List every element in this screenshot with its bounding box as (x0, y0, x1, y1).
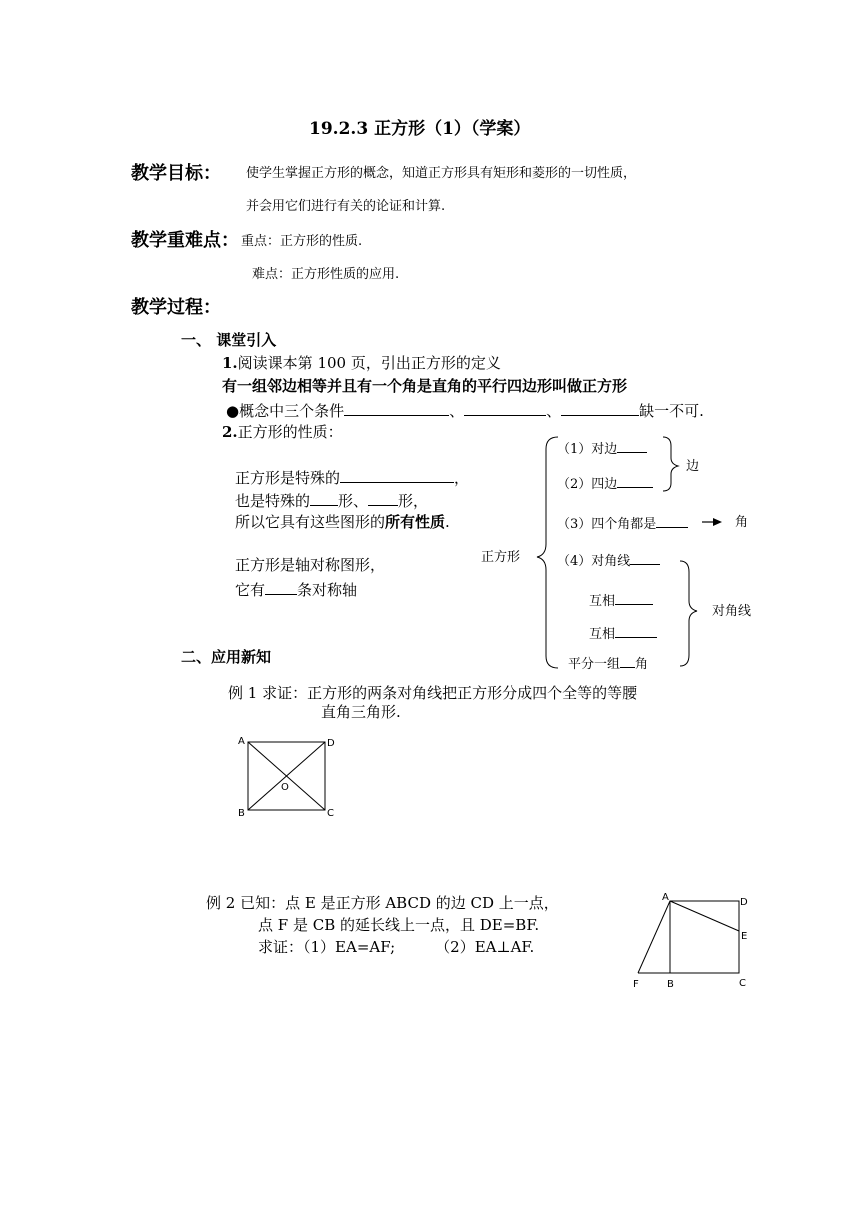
special-line-2-mid: 形、 (338, 492, 369, 510)
process-label: 教学过程： (131, 297, 221, 318)
property-6-blank (615, 626, 657, 638)
property-2-blank (617, 476, 653, 488)
special-line-3-text: 所以它具有这些图形的 (235, 513, 386, 531)
objectives-line2: 并会用它们进行有关的论证和计算. (246, 199, 446, 214)
prove-part-1: 求证：（1）EA=AF; (258, 938, 396, 956)
property-5-blank (615, 593, 653, 605)
conditions-sep-2: 、 (546, 402, 562, 420)
property-1 (557, 441, 647, 456)
special-blank-2 (310, 492, 338, 506)
fig2-label-b: B (667, 979, 674, 990)
objectives-label: 教学目标： (131, 163, 221, 184)
fig2-label-e: E (741, 931, 748, 942)
conditions-prefix: ●概念中三个条件 (226, 402, 345, 420)
big-left-brace (537, 437, 558, 668)
property-5 (589, 593, 653, 608)
special-line-2 (235, 492, 428, 509)
angle-arrow-head (713, 518, 722, 526)
square-abcd-2 (670, 901, 739, 973)
example1-figure (232, 734, 352, 834)
property-3 (557, 516, 688, 531)
fig1-label-b: B (238, 808, 245, 819)
special-line-1 (235, 469, 469, 486)
side-brace (663, 437, 678, 491)
condition-blank-2 (464, 402, 546, 416)
fig2-label-f: F (633, 979, 639, 990)
symmetry-line-1: 正方形是轴对称图形， (235, 556, 386, 574)
segment-ae (670, 901, 739, 931)
fig2-label-d: D (740, 897, 748, 908)
conditions-line (226, 402, 704, 419)
special-line-2-text: 也是特殊的 (235, 492, 311, 510)
example2-line3 (258, 940, 534, 955)
angle-group-label: 角 (735, 515, 749, 530)
property-2-text: （2）四边 (557, 477, 618, 492)
item2-number: 2. (222, 423, 238, 441)
diagram-root: 正方形 (481, 550, 521, 565)
key-point-text: 重点：正方形的性质. (241, 234, 363, 249)
property-3-text: （3）四个角都是 (557, 517, 657, 532)
page-title: 19.2.3 正方形（1）（学案） (309, 119, 531, 139)
property-7-end: 角 (635, 657, 649, 672)
special-line-3-end: . (445, 513, 450, 531)
property-7-text: 平分一组 (568, 657, 621, 672)
property-3-blank (656, 516, 688, 528)
conditions-sep-1: 、 (449, 402, 465, 420)
property-7-blank (620, 656, 635, 668)
symmetry-line-2-end: 条对称轴 (297, 581, 358, 599)
section2-heading: 二、应用新知 (181, 648, 272, 666)
symmetry-blank (265, 581, 297, 595)
fig1-label-o: O (281, 782, 289, 793)
property-4-blank (630, 553, 660, 565)
property-4 (557, 553, 660, 568)
special-line-1-punct: ， (454, 469, 470, 487)
diag-group-label: 对角线 (712, 604, 752, 619)
symmetry-line-2 (235, 581, 357, 598)
prove-part-2: （2）EA⊥AF. (435, 938, 535, 956)
item1-number: 1. (222, 354, 238, 372)
fig1-label-a: A (238, 736, 245, 747)
example1-line2: 直角三角形. (321, 703, 401, 721)
example1-line1: 例 1 求证：正方形的两条对角线把正方形分成四个全等的等腰 (228, 684, 638, 702)
fig1-label-d: D (327, 738, 335, 749)
special-blank-1 (340, 469, 454, 483)
all-properties-bold: 所有性质 (385, 513, 446, 531)
property-4-text: （4）对角线 (557, 554, 631, 569)
fig2-label-a: A (662, 892, 669, 903)
side-group-label: 边 (686, 459, 700, 474)
condition-blank-1 (344, 402, 449, 416)
special-blank-3 (368, 492, 398, 506)
fig2-label-c: C (739, 978, 746, 989)
item1-text: 阅读课本第 100 页，引出正方形的定义 (237, 354, 501, 372)
section1-heading: 一、 课堂引入 (181, 331, 277, 349)
item2-text: 正方形的性质： (237, 423, 343, 441)
objectives-line1: 使学生掌握正方形的概念，知道正方形具有矩形和菱形的一切性质， (246, 166, 637, 181)
property-6 (589, 626, 657, 641)
segment-af (638, 901, 670, 973)
special-line-3 (235, 515, 450, 530)
property-1-blank (617, 441, 647, 453)
difficulty-text: 难点：正方形性质的应用. (252, 267, 400, 282)
property-2 (557, 476, 653, 491)
definition-text: 有一组邻边相等并且有一个角是直角的平行四边形叫做正方形 (222, 377, 628, 395)
example2-line1: 例 2 已知：点 E 是正方形 ABCD 的边 CD 上一点， (206, 894, 559, 912)
item2 (222, 425, 343, 440)
property-7 (568, 656, 648, 671)
example2-line2: 点 F 是 CB 的延长线上一点，且 DE=BF. (258, 916, 540, 934)
symmetry-line-2-text: 它有 (235, 581, 266, 599)
item1 (222, 356, 501, 371)
special-line-1-text: 正方形是特殊的 (235, 469, 341, 487)
property-6-text: 互相 (589, 627, 616, 642)
conditions-suffix: 缺一不可. (639, 402, 704, 420)
property-1-text: （1）对边 (557, 442, 618, 457)
property-5-text: 互相 (589, 594, 616, 609)
diagonal-brace (680, 561, 697, 666)
condition-blank-3 (561, 402, 639, 416)
special-line-2-end: 形， (398, 492, 429, 510)
fig1-label-c: C (327, 808, 334, 819)
key-points-label: 教学重难点： (131, 230, 239, 251)
